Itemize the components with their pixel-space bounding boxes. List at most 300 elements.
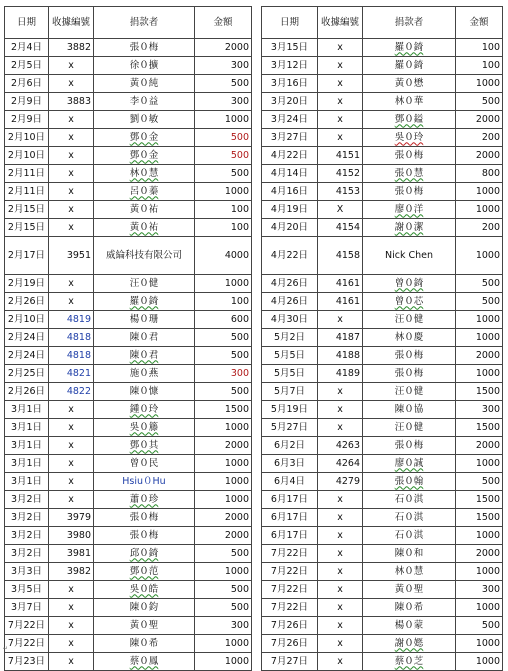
date-cell: 2月25日 [5,365,49,383]
date-cell: 3月1日 [5,473,49,491]
date-cell: 2月10日 [5,311,49,329]
donor-cell: 林０慧 [94,165,195,183]
receipt-cell: 4187 [318,329,363,347]
date-cell: 2月4日 [5,39,49,57]
amount-cell: 500 [195,129,252,147]
date-cell: 6月3日 [262,455,318,473]
amount-cell: 800 [456,165,503,183]
receipt-cell: 4818 [49,347,94,365]
table-row [262,527,503,545]
table-row [5,473,252,491]
left-table-body [5,39,252,671]
date-cell: 2月5日 [5,57,49,75]
donor-cell: 陳０君 [94,347,195,365]
receipt-cell: 4158 [318,237,363,275]
amount-cell: 300 [195,617,252,635]
table-row [262,365,503,383]
donor-cell: 黃０懋 [363,75,456,93]
donor-cell: 鄧０金 [94,129,195,147]
table-row [262,183,503,201]
table-row [5,57,252,75]
receipt-cell: 4822 [49,383,94,401]
amount-cell: 500 [195,581,252,599]
donor-cell: 張０梅 [363,183,456,201]
table-row [262,39,503,57]
receipt-cell: 4821 [49,365,94,383]
receipt-cell: x [318,93,363,111]
table-row [262,617,503,635]
receipt-cell: x [49,653,94,671]
amount-cell: 1000 [456,563,503,581]
receipt-cell: x [318,635,363,653]
receipt-cell: x [49,455,94,473]
donor-cell: 鄧０其 [94,437,195,455]
amount-cell: 1000 [195,563,252,581]
date-cell: 2月10日 [5,129,49,147]
donor-cell: 施０燕 [94,365,195,383]
receipt-cell: x [49,183,94,201]
amount-cell: 1000 [456,201,503,219]
date-cell: 3月1日 [5,455,49,473]
date-cell: 4月20日 [262,219,318,237]
table-row [5,581,252,599]
amount-cell: 100 [195,219,252,237]
donor-cell: 楊０珊 [94,311,195,329]
date-cell: 3月2日 [5,545,49,563]
amount-cell: 1000 [456,329,503,347]
donor-cell: 張０梅 [94,39,195,57]
amount-cell: 1000 [456,183,503,201]
receipt-cell: x [49,129,94,147]
date-cell: 7月26日 [262,617,318,635]
table-row [5,237,252,275]
table-row [262,201,503,219]
header-row [262,7,503,39]
table-row [5,437,252,455]
table-row [5,653,252,671]
date-cell: 2月24日 [5,329,49,347]
donor-cell: 陳０鈞 [94,599,195,617]
table-row [262,311,503,329]
date-cell: 7月23日 [5,653,49,671]
receipt-cell: 4263 [318,437,363,455]
table-row [5,165,252,183]
date-cell: 3月1日 [5,437,49,455]
date-cell: 5月19日 [262,401,318,419]
table-row [262,455,503,473]
date-cell: 6月4日 [262,473,318,491]
receipt-cell: x [318,419,363,437]
donation-table-right [261,6,503,671]
receipt-cell: x [318,527,363,545]
table-row [262,491,503,509]
header-amount: 金額 [195,7,252,39]
amount-cell: 1000 [456,653,503,671]
receipt-cell: 4264 [318,455,363,473]
donor-cell: 黃０祐 [94,201,195,219]
date-cell: 4月22日 [262,237,318,275]
table-row [262,653,503,671]
table-row [262,563,503,581]
donor-cell: Hsiu０Hu [94,473,195,491]
amount-cell: 300 [456,401,503,419]
table-row [262,545,503,563]
date-cell: 3月1日 [5,419,49,437]
receipt-cell: x [49,401,94,419]
amount-cell: 1000 [456,599,503,617]
table-row [262,275,503,293]
receipt-cell: x [318,581,363,599]
amount-cell: 100 [195,201,252,219]
table-row [262,237,503,275]
amount-cell: 500 [456,473,503,491]
table-row [262,129,503,147]
donor-cell: 劉０敏 [94,111,195,129]
donor-cell: 張０梅 [94,527,195,545]
donor-cell: 汪０健 [363,311,456,329]
date-cell: 6月17日 [262,491,318,509]
table-row [5,93,252,111]
donor-cell: 張０梅 [363,347,456,365]
table-row [5,419,252,437]
amount-cell: 100 [195,293,252,311]
donor-cell: 汪０健 [94,275,195,293]
receipt-cell: x [318,545,363,563]
donor-cell: 張０翰 [363,473,456,491]
receipt-cell: x [49,635,94,653]
receipt-cell: x [49,201,94,219]
table-row [262,599,503,617]
date-cell: 4月26日 [262,275,318,293]
receipt-cell: x [318,383,363,401]
date-cell: 2月15日 [5,219,49,237]
date-cell: 7月26日 [262,635,318,653]
date-cell: 3月24日 [262,111,318,129]
date-cell: 2月6日 [5,75,49,93]
amount-cell: 500 [195,383,252,401]
receipt-cell: 3883 [49,93,94,111]
amount-cell: 1000 [195,455,252,473]
table-row [262,635,503,653]
table-row [262,147,503,165]
amount-cell: 2000 [456,111,503,129]
date-cell: 4月26日 [262,293,318,311]
amount-cell: 500 [195,147,252,165]
donor-cell: 陳０協 [363,401,456,419]
amount-cell: 500 [456,275,503,293]
date-cell: 2月9日 [5,93,49,111]
table-row [5,383,252,401]
donor-cell: Nick Chen [363,237,456,275]
amount-cell: 1000 [195,275,252,293]
receipt-cell: 4819 [49,311,94,329]
date-cell: 2月9日 [5,111,49,129]
donor-cell: 羅０錡 [94,293,195,311]
table-row [262,57,503,75]
amount-cell: 500 [195,329,252,347]
date-cell: 3月20日 [262,93,318,111]
amount-cell: 1500 [456,491,503,509]
amount-cell: 1000 [195,491,252,509]
table-row [5,129,252,147]
amount-cell: 300 [456,581,503,599]
amount-cell: 200 [456,129,503,147]
donor-cell: 林０慧 [363,563,456,581]
table-row [262,419,503,437]
donor-cell: 汪０健 [363,419,456,437]
receipt-cell: 4161 [318,275,363,293]
date-cell: 5月7日 [262,383,318,401]
amount-cell: 1000 [456,75,503,93]
donor-cell: 徐０擴 [94,57,195,75]
receipt-cell: x [49,491,94,509]
table-row [5,509,252,527]
amount-cell: 1000 [195,183,252,201]
date-cell: 2月11日 [5,183,49,201]
donor-cell: 謝０潔 [363,219,456,237]
donor-cell: 廖０洋 [363,201,456,219]
donor-cell: 張０梅 [363,365,456,383]
donor-cell: 吳０籐 [94,419,195,437]
table-row [5,111,252,129]
receipt-cell: x [318,311,363,329]
date-cell: 4月14日 [262,165,318,183]
donor-cell: 黃０聖 [363,581,456,599]
receipt-cell: x [318,653,363,671]
date-cell: 2月11日 [5,165,49,183]
date-cell: 7月22日 [262,545,318,563]
receipt-cell: x [318,491,363,509]
donor-cell: 張０慧 [363,165,456,183]
date-cell: 6月2日 [262,437,318,455]
date-cell: 3月2日 [5,491,49,509]
table-row [5,39,252,57]
amount-cell: 500 [195,599,252,617]
amount-cell: 1000 [195,111,252,129]
date-cell: 2月24日 [5,347,49,365]
donor-cell: 陳０慷 [94,383,195,401]
amount-cell: 1000 [195,635,252,653]
date-cell: 5月5日 [262,347,318,365]
receipt-cell: x [318,563,363,581]
amount-cell: 1000 [456,635,503,653]
header-amount: 金額 [456,7,503,39]
date-cell: 4月22日 [262,147,318,165]
receipt-cell: 3980 [49,527,94,545]
receipt-cell: 4154 [318,219,363,237]
date-cell: 7月22日 [5,635,49,653]
table-row [5,293,252,311]
table-row [5,527,252,545]
donor-cell: 楊０蒙 [363,617,456,635]
receipt-cell: x [318,57,363,75]
date-cell: 7月22日 [5,617,49,635]
receipt-cell: 3982 [49,563,94,581]
amount-cell: 2000 [195,527,252,545]
table-row [262,111,503,129]
amount-cell: 500 [195,165,252,183]
amount-cell: 100 [456,57,503,75]
donor-cell: 張０梅 [363,147,456,165]
table-row [5,329,252,347]
donation-table-left [4,6,252,671]
date-cell: 6月17日 [262,509,318,527]
donor-cell: 羅０錡 [363,57,456,75]
donor-cell: 陳０希 [363,599,456,617]
amount-cell: 2000 [195,39,252,57]
date-cell: 7月27日 [262,653,318,671]
amount-cell: 500 [456,617,503,635]
receipt-cell: 3951 [49,237,94,275]
amount-cell: 1000 [195,653,252,671]
date-cell: 5月5日 [262,365,318,383]
table-row [262,93,503,111]
table-row [262,329,503,347]
page-corner-mark: ↵ [3,645,9,652]
receipt-cell: 4151 [318,147,363,165]
amount-cell: 2000 [456,437,503,455]
amount-cell: 500 [195,347,252,365]
donor-cell: 威綸科技有限公司 [94,237,195,275]
donor-cell: 石０淇 [363,491,456,509]
amount-cell: 2000 [195,437,252,455]
donor-cell: 林０慶 [363,329,456,347]
table-row [5,455,252,473]
date-cell: 2月26日 [5,293,49,311]
donor-cell: 黃０聖 [94,617,195,635]
receipt-cell: x [49,57,94,75]
date-cell: 7月22日 [262,563,318,581]
receipt-cell: x [318,39,363,57]
date-cell: 3月27日 [262,129,318,147]
receipt-cell: x [318,617,363,635]
amount-cell: 1000 [456,311,503,329]
amount-cell: 500 [195,545,252,563]
date-cell: 5月27日 [262,419,318,437]
donor-cell: 鄧０范 [94,563,195,581]
amount-cell: 500 [456,293,503,311]
date-cell: 3月2日 [5,509,49,527]
amount-cell: 600 [195,311,252,329]
receipt-cell: 4189 [318,365,363,383]
donor-cell: 蕭０珍 [94,491,195,509]
amount-cell: 2000 [456,147,503,165]
date-cell: 4月19日 [262,201,318,219]
receipt-cell: x [49,599,94,617]
table-row [5,545,252,563]
receipt-cell: X [318,201,363,219]
donor-cell: 林０華 [363,93,456,111]
receipt-cell: 4188 [318,347,363,365]
amount-cell: 2000 [456,545,503,563]
date-cell: 4月16日 [262,183,318,201]
receipt-cell: x [318,509,363,527]
receipt-cell: 4152 [318,165,363,183]
table-row [5,219,252,237]
amount-cell: 100 [456,39,503,57]
table-row [5,347,252,365]
receipt-cell: x [318,129,363,147]
table-row [5,311,252,329]
header-date: 日期 [5,7,49,39]
donor-cell: 吳０皓 [94,581,195,599]
amount-cell: 1000 [456,455,503,473]
table-row [262,165,503,183]
table-row [262,293,503,311]
receipt-cell: x [49,111,94,129]
receipt-cell: x [49,437,94,455]
receipt-cell: 4818 [49,329,94,347]
header-receipt: 收據編號 [49,7,94,39]
date-cell: 2月10日 [5,147,49,165]
amount-cell: 1000 [456,527,503,545]
table-row [262,219,503,237]
donor-cell: 謝０嫕 [363,635,456,653]
receipt-cell: 3979 [49,509,94,527]
table-row [262,437,503,455]
amount-cell: 1000 [456,237,503,275]
header-row [5,7,252,39]
receipt-cell: 4279 [318,473,363,491]
amount-cell: 4000 [195,237,252,275]
table-row [262,347,503,365]
table-row [262,383,503,401]
date-cell: 6月17日 [262,527,318,545]
receipt-cell: 4153 [318,183,363,201]
donor-cell: 陳０和 [363,545,456,563]
header-donor: 捐款者 [94,7,195,39]
donor-cell: 蔡０鳳 [94,653,195,671]
donor-cell: 汪０健 [363,383,456,401]
donor-cell: 蔡０芝 [363,653,456,671]
donor-cell: 呂０蓁 [94,183,195,201]
donor-cell: 黃０祐 [94,219,195,237]
donor-cell: 吳０玲 [363,129,456,147]
date-cell: 2月15日 [5,201,49,219]
date-cell: 7月22日 [262,599,318,617]
receipt-cell: x [49,147,94,165]
receipt-cell: 4161 [318,293,363,311]
donor-cell: 鄧０金 [94,147,195,165]
amount-cell: 1500 [456,383,503,401]
table-row [5,563,252,581]
donor-cell: 張０梅 [363,437,456,455]
date-cell: 3月12日 [262,57,318,75]
date-cell: 3月3日 [5,563,49,581]
donor-cell: 廖０誠 [363,455,456,473]
table-row [5,147,252,165]
table-row [262,581,503,599]
donor-cell: 邱０錡 [94,545,195,563]
donor-cell: 石０淇 [363,509,456,527]
date-cell: 3月5日 [5,581,49,599]
header-donor: 捐款者 [363,7,456,39]
date-cell: 2月26日 [5,383,49,401]
amount-cell: 2000 [195,509,252,527]
table-row [5,635,252,653]
receipt-cell: x [49,419,94,437]
table-row [5,491,252,509]
donor-cell: 陳０希 [94,635,195,653]
amount-cell: 300 [195,365,252,383]
receipt-cell: x [49,581,94,599]
table-row [5,617,252,635]
amount-cell: 1500 [195,401,252,419]
table-row [5,401,252,419]
donor-cell: 張０梅 [94,509,195,527]
table-row [262,401,503,419]
receipt-cell: x [49,293,94,311]
